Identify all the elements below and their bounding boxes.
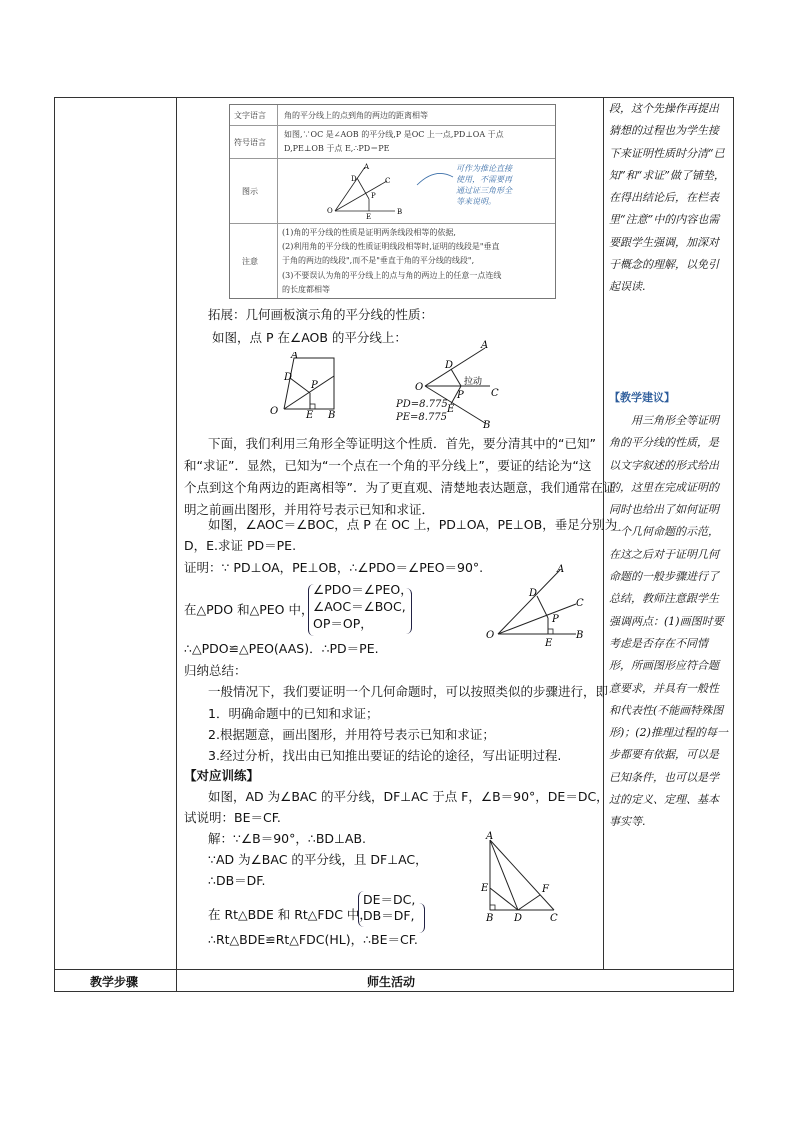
- svg-text:P: P: [311, 380, 318, 391]
- proof-sys-2: ∠AOC＝∠BOC,: [313, 599, 406, 614]
- table-figure-note: 可作为推论直接 使用，不需要再 通过证三角形全 等来说明。: [456, 164, 512, 206]
- solution-line3: ∴DB＝DF.: [208, 873, 266, 888]
- svg-text:E: E: [545, 638, 553, 649]
- geometry-figure-4: [478, 830, 568, 922]
- svg-text:A: A: [291, 352, 299, 361]
- geometry-figure-3: [484, 560, 594, 650]
- svg-text:P: P: [457, 390, 464, 401]
- advice-text: 用三角形全等证明角的平分线的性质，是以文字叙述的形式给出的，这里在完成证明的同时也给出了如何证明一个几何命题的示范，在这之后对于证明几何命题的一般步骤进行了总结，教师注意跟学生强调两点：(1)画图时要考虑是否存在不同情形，所画图形应符合题意要求，并具有一般性和代表性(不能画特殊图形)；(2)推理过程的每一步都要有依据，可以是已知条件，也可以是学过的定义、定理、基本事实等.: [609, 414, 728, 829]
- figure-pd-value: PD=8.775: [396, 399, 448, 410]
- svg-text:C: C: [550, 913, 558, 922]
- proof-sys-1: ∠PDO＝∠PEO，: [313, 582, 413, 597]
- summary-line1: 一般情况下，我们要证明一个几何命题时，可以按照类似的步骤进行，即: [208, 684, 609, 699]
- svg-text:C: C: [491, 388, 499, 399]
- svg-text:C: C: [385, 177, 391, 185]
- figure-pe-value: PE=8.775: [396, 412, 448, 423]
- advice-title: 【教学建议】: [609, 391, 675, 404]
- column-divider-left: [176, 97, 177, 992]
- extend-line: 如图，点 P 在∠AOB 的平分线上：: [212, 330, 407, 345]
- table-label-symbol: 符号语言: [234, 138, 266, 147]
- svg-text:P: P: [371, 192, 376, 200]
- svg-text:D: D: [351, 175, 357, 183]
- table-value-symbol-2: D,PE⊥OB 于点 E,∴PD＝PE: [284, 144, 390, 153]
- table-label-figure: 图示: [242, 187, 258, 196]
- svg-text:C: C: [576, 598, 584, 609]
- proof-line1: 证明：∵ PD⊥OA，PE⊥OB，∴∠PDO＝∠PEO＝90°.: [184, 560, 484, 575]
- para1-line3: 个点到这个角两边的距离相等”．为了更直观、清楚地表达题意，我们通常在证: [184, 480, 616, 495]
- training-line1: 如图，AD 为∠BAC 的平分线，DF⊥AC 于点 F，∠B＝90°，DE＝DC，: [208, 789, 609, 804]
- svg-text:A: A: [364, 163, 370, 171]
- note-arrow-icon: [415, 165, 455, 205]
- footer-divider: [54, 969, 734, 970]
- table-figure: [325, 161, 415, 221]
- table-value-symbol-1: 如图,∵OC 是∠AOB 的平分线,P 是OC 上一点,PD⊥OA 于点: [284, 130, 504, 139]
- svg-text:A: A: [557, 564, 565, 575]
- svg-text:D: D: [529, 588, 538, 599]
- extend-title: 拓展：几何画板演示角的平分线的性质：: [208, 307, 434, 322]
- svg-text:P: P: [552, 614, 559, 625]
- svg-text:D: D: [514, 913, 523, 922]
- svg-text:A: A: [486, 831, 494, 842]
- solution-line1: 解：∵∠B＝90°，∴BD⊥AB.: [208, 831, 367, 846]
- table-value-text: 角的平分线上的点到角的两边的距离相等: [284, 111, 428, 120]
- svg-text:E: E: [447, 404, 455, 415]
- property-summary-table: [229, 104, 556, 299]
- svg-text:B: B: [486, 913, 494, 922]
- solution-line5: ∴Rt△BDE≌Rt△FDC(HL)，∴BE＝CF.: [208, 932, 418, 947]
- proof-sys-3: OP＝OP，: [313, 616, 373, 631]
- footer-col-steps: 教学步骤: [90, 975, 139, 989]
- para1-line4: 明之前画出图形，并用符号表示已知和求证．: [184, 502, 435, 517]
- svg-text:B: B: [483, 420, 491, 428]
- proof-line3: ∴△PDO≌△PEO(AAS)．∴PD＝PE.: [184, 641, 379, 656]
- svg-text:D: D: [284, 372, 293, 383]
- svg-text:E: E: [481, 883, 489, 894]
- svg-text:E: E: [306, 410, 314, 418]
- para1-line2: 和“求证”．显然，已知为“一个点在一个角的平分线上”，要证的结论为“这: [184, 458, 592, 473]
- svg-text:B: B: [397, 208, 403, 216]
- solution-line4: 在 Rt△BDE 和 Rt△FDC 中，: [208, 907, 372, 922]
- summary-line2: 1．明确命题中的已知和求证；: [208, 706, 379, 721]
- para2-line2: D，E.求证 PD＝PE.: [184, 538, 297, 553]
- training-line2: 试说明：BE＝CF.: [184, 810, 281, 825]
- solution-sys-2: DB＝DF,: [363, 908, 415, 923]
- summary-title: 归纳总结：: [184, 663, 247, 678]
- table-note-lines: (1)角的平分线的性质是证明两条线段相等的依据, (2)利用角的平分线的性质证明线段相等时,证明的线段是"垂直 于角的两边的线段",而不是"垂直于角的平分线的线段", (3)不要误认为角的平分线上的点与角的两边上的任意一点连线 的长度都相等: [282, 228, 502, 294]
- svg-text:O: O: [270, 406, 279, 417]
- para1-line1: 下面，我们利用三角形全等证明这个性质．首先，要分清其中的“已知”: [208, 436, 596, 451]
- svg-text:E: E: [366, 213, 372, 221]
- solution-line2: ∵AD 为∠BAC 的平分线，且 DF⊥AC，: [208, 852, 428, 867]
- proof-line2: 在△PDO 和△PEO 中，: [184, 602, 314, 617]
- right-column-notes: 段，这个先操作再提出猜想的过程也为学生接下来证明性质时分清“已知”和“求证”做了铺垫，在得出结论后，在栏表里“注意”中的内容也需要跟学生强调，加深对于概念的理解，以免引起误读.: [609, 102, 725, 294]
- table-label-text: 文字语言: [234, 111, 266, 120]
- para2-line1: 如图，∠AOC＝∠BOC，点 P 在 OC 上，PD⊥OA，PE⊥OB，垂足分别为: [208, 517, 618, 532]
- svg-text:O: O: [327, 207, 333, 215]
- training-title: 【对应训练】: [184, 768, 260, 783]
- svg-text:O: O: [415, 382, 424, 393]
- table-label-note: 注意: [242, 257, 258, 266]
- solution-sys-1: DE＝DC,: [363, 892, 416, 907]
- svg-text:B: B: [328, 410, 336, 418]
- solution-brace-right: [418, 903, 425, 933]
- summary-line4: 3.经过分析，找出由已知推出要证的结论的途径，写出证明过程.: [208, 748, 562, 763]
- svg-text:B: B: [576, 630, 584, 641]
- geometry-figure-1: [264, 352, 354, 418]
- svg-text:拉动: 拉动: [464, 377, 483, 387]
- svg-text:D: D: [445, 360, 454, 371]
- svg-text:O: O: [486, 630, 495, 641]
- footer-col-activities: 师生活动: [367, 975, 416, 989]
- summary-line3: 2.根据题意，画出图形，并用符号表示已知和求证；: [208, 727, 495, 742]
- svg-text:F: F: [542, 884, 549, 895]
- svg-text:A: A: [481, 340, 489, 351]
